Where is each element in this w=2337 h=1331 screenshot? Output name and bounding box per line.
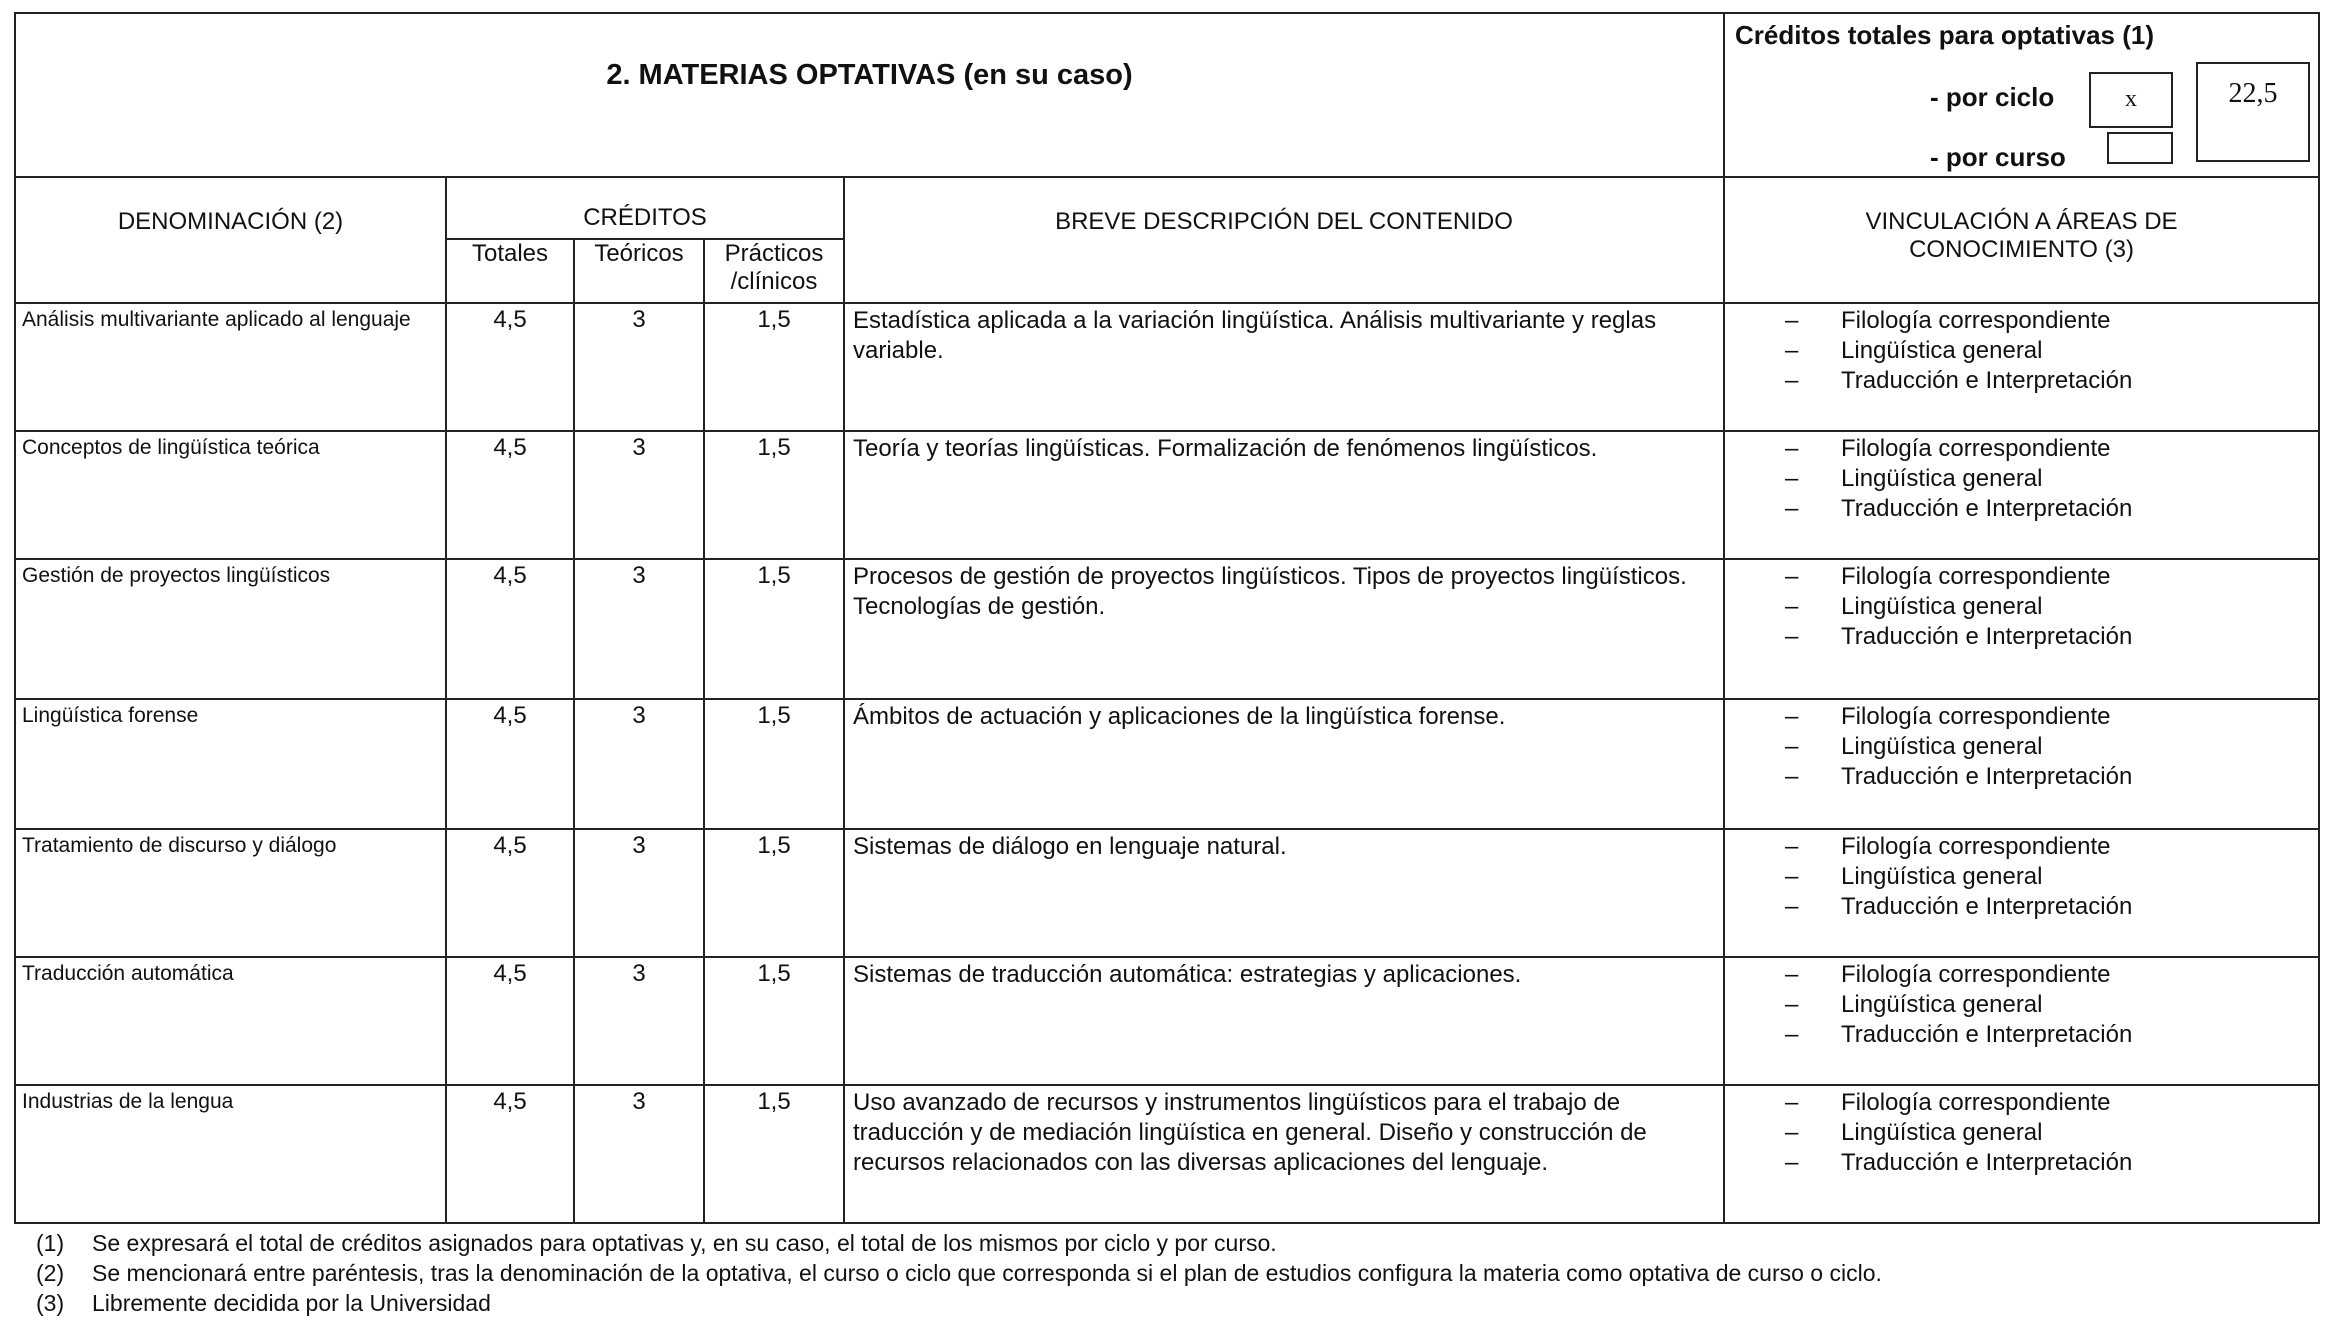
dash-bullet: – xyxy=(1785,623,1799,650)
header-vinculacion: VINCULACIÓN A ÁREAS DE CONOCIMIENTO (3) xyxy=(1724,177,2319,303)
credits-teoricos: 3 xyxy=(574,957,704,1085)
area-label: Traducción e Interpretación xyxy=(1841,1021,2133,1048)
area-item xyxy=(1785,832,2318,862)
footnote xyxy=(36,1258,2337,1288)
credits-teoricos: 3 xyxy=(574,1085,704,1223)
area-label: Lingüística general xyxy=(1841,337,2043,364)
area-item xyxy=(1785,622,2318,652)
area-label: Filología correspondiente xyxy=(1841,307,2111,334)
por-ciclo-box: x xyxy=(2089,72,2173,128)
area-label: Traducción e Interpretación xyxy=(1841,623,2133,650)
credits-teoricos: 3 xyxy=(574,559,704,699)
table-row xyxy=(15,559,2319,699)
dash-bullet: – xyxy=(1785,1021,1799,1048)
table-row xyxy=(15,1085,2319,1223)
area-label: Filología correspondiente xyxy=(1841,961,2111,988)
credits-totales: 4,5 xyxy=(446,559,574,699)
area-item xyxy=(1785,1088,2318,1118)
credits-totales: 4,5 xyxy=(446,1085,574,1223)
area-item xyxy=(1785,762,2318,792)
credits-totales: 4,5 xyxy=(446,303,574,431)
subject-description: Procesos de gestión de proyectos lingüísticos. Tipos de proyectos lingüísticos. Tecnologías de gestión. xyxy=(844,559,1724,699)
knowledge-areas xyxy=(1724,957,2319,1085)
subject-name: Traducción automática xyxy=(15,957,446,1085)
dash-bullet: – xyxy=(1785,961,1799,988)
dash-bullet: – xyxy=(1785,1089,1799,1116)
footnote-text: Se mencionará entre paréntesis, tras la denominación de la optativa, el curso o ciclo que corresponda si el plan de estudios configura la materia como optativa de curso o ciclo. xyxy=(92,1260,1882,1286)
credits-teoricos: 3 xyxy=(574,303,704,431)
credits-totales: 4,5 xyxy=(446,699,574,829)
table-row xyxy=(15,431,2319,559)
dash-bullet: – xyxy=(1785,465,1799,492)
area-label: Traducción e Interpretación xyxy=(1841,763,2133,790)
area-item xyxy=(1785,990,2318,1020)
footnote-number: (1) xyxy=(36,1230,65,1256)
credits-totales: 4,5 xyxy=(446,957,574,1085)
footnote-number: (3) xyxy=(36,1290,65,1316)
subject-description: Estadística aplicada a la variación lingüística. Análisis multivariante y reglas variable. xyxy=(844,303,1724,431)
credits-box xyxy=(1724,13,2319,177)
area-item xyxy=(1785,306,2318,336)
por-curso-label: - por curso xyxy=(1930,142,2066,172)
optativas-table xyxy=(14,12,2320,1224)
knowledge-areas xyxy=(1724,431,2319,559)
area-label: Traducción e Interpretación xyxy=(1841,495,2133,522)
credits-practicos: 1,5 xyxy=(704,957,844,1085)
area-item xyxy=(1785,562,2318,592)
knowledge-areas xyxy=(1724,1085,2319,1223)
credits-practicos: 1,5 xyxy=(704,699,844,829)
credits-practicos: 1,5 xyxy=(704,1085,844,1223)
subject-description: Sistemas de traducción automática: estrategias y aplicaciones. xyxy=(844,957,1724,1085)
area-item xyxy=(1785,336,2318,366)
credits-teoricos: 3 xyxy=(574,829,704,957)
page-title: 2. MATERIAS OPTATIVAS (en su caso) xyxy=(606,58,1133,91)
table-row xyxy=(15,699,2319,829)
table-row xyxy=(15,829,2319,957)
credits-practicos: 1,5 xyxy=(704,829,844,957)
area-label: Traducción e Interpretación xyxy=(1841,1149,2133,1176)
footnote xyxy=(36,1228,2337,1258)
credits-practicos: 1,5 xyxy=(704,559,844,699)
subject-name: Industrias de la lengua xyxy=(15,1085,446,1223)
por-ciclo-label: - por ciclo xyxy=(1930,82,2055,112)
area-item xyxy=(1785,366,2318,396)
dash-bullet: – xyxy=(1785,703,1799,730)
area-label: Lingüística general xyxy=(1841,863,2043,890)
por-curso-box xyxy=(2107,132,2173,164)
subject-name: Lingüística forense xyxy=(15,699,446,829)
header-practicos: Prácticos /clínicos xyxy=(704,239,844,303)
area-item xyxy=(1785,1148,2318,1178)
area-item xyxy=(1785,892,2318,922)
header-denominacion: DENOMINACIÓN (2) xyxy=(15,177,446,303)
area-label: Lingüística general xyxy=(1841,593,2043,620)
table-row xyxy=(15,303,2319,431)
dash-bullet: – xyxy=(1785,1149,1799,1176)
credits-total-label: Créditos totales para optativas (1) xyxy=(1735,20,2155,50)
subject-description: Sistemas de diálogo en lenguaje natural. xyxy=(844,829,1724,957)
credits-totales: 4,5 xyxy=(446,829,574,957)
dash-bullet: – xyxy=(1785,367,1799,394)
dash-bullet: – xyxy=(1785,763,1799,790)
area-label: Traducción e Interpretación xyxy=(1841,367,2133,394)
dash-bullet: – xyxy=(1785,863,1799,890)
area-label: Lingüística general xyxy=(1841,465,2043,492)
area-label: Filología correspondiente xyxy=(1841,703,2111,730)
dash-bullet: – xyxy=(1785,893,1799,920)
credits-teoricos: 3 xyxy=(574,699,704,829)
area-item xyxy=(1785,960,2318,990)
knowledge-areas xyxy=(1724,699,2319,829)
area-label: Traducción e Interpretación xyxy=(1841,893,2133,920)
header-descripcion: BREVE DESCRIPCIÓN DEL CONTENIDO xyxy=(844,177,1724,303)
subject-name: Tratamiento de discurso y diálogo xyxy=(15,829,446,957)
area-item xyxy=(1785,592,2318,622)
dash-bullet: – xyxy=(1785,307,1799,334)
area-item xyxy=(1785,1118,2318,1148)
header-totales: Totales xyxy=(446,239,574,303)
area-label: Lingüística general xyxy=(1841,991,2043,1018)
dash-bullet: – xyxy=(1785,593,1799,620)
area-item xyxy=(1785,434,2318,464)
subject-description: Ámbitos de actuación y aplicaciones de la lingüística forense. xyxy=(844,699,1724,829)
area-item xyxy=(1785,1020,2318,1050)
dash-bullet: – xyxy=(1785,733,1799,760)
credits-practicos: 1,5 xyxy=(704,303,844,431)
area-label: Filología correspondiente xyxy=(1841,833,2111,860)
table-row xyxy=(15,957,2319,1085)
area-item xyxy=(1785,464,2318,494)
credits-teoricos: 3 xyxy=(574,431,704,559)
footnote xyxy=(36,1288,2337,1318)
area-label: Lingüística general xyxy=(1841,733,2043,760)
header-teoricos: Teóricos xyxy=(574,239,704,303)
area-label: Filología correspondiente xyxy=(1841,435,2111,462)
area-item xyxy=(1785,732,2318,762)
subject-name: Conceptos de lingüística teórica xyxy=(15,431,446,559)
footnote-text: Libremente decidida por la Universidad xyxy=(92,1290,491,1316)
subject-name: Análisis multivariante aplicado al lenguaje xyxy=(15,303,446,431)
footnotes xyxy=(14,1224,2337,1318)
area-item xyxy=(1785,494,2318,524)
subject-description: Teoría y teorías lingüísticas. Formalización de fenómenos lingüísticos. xyxy=(844,431,1724,559)
dash-bullet: – xyxy=(1785,833,1799,860)
subject-name: Gestión de proyectos lingüísticos xyxy=(15,559,446,699)
dash-bullet: – xyxy=(1785,435,1799,462)
knowledge-areas xyxy=(1724,559,2319,699)
area-label: Lingüística general xyxy=(1841,1119,2043,1146)
subject-description: Uso avanzado de recursos y instrumentos lingüísticos para el trabajo de traducción y de mediación lingüística en general. Diseño y construcción de recursos relacionados con las diversas aplicaciones del lenguaje. xyxy=(844,1085,1724,1223)
area-item xyxy=(1785,702,2318,732)
credits-practicos: 1,5 xyxy=(704,431,844,559)
title-cell xyxy=(15,13,1724,177)
footnote-number: (2) xyxy=(36,1260,65,1286)
area-label: Filología correspondiente xyxy=(1841,1089,2111,1116)
dash-bullet: – xyxy=(1785,991,1799,1018)
dash-bullet: – xyxy=(1785,1119,1799,1146)
knowledge-areas xyxy=(1724,303,2319,431)
dash-bullet: – xyxy=(1785,563,1799,590)
dash-bullet: – xyxy=(1785,337,1799,364)
header-creditos: CRÉDITOS xyxy=(446,177,844,239)
footnote-text: Se expresará el total de créditos asignados para optativas y, en su caso, el total de los mismos por ciclo y por curso. xyxy=(92,1230,1277,1256)
area-label: Filología correspondiente xyxy=(1841,563,2111,590)
knowledge-areas xyxy=(1724,829,2319,957)
credits-total-value: 22,5 xyxy=(2196,62,2310,162)
credits-totales: 4,5 xyxy=(446,431,574,559)
dash-bullet: – xyxy=(1785,495,1799,522)
area-item xyxy=(1785,862,2318,892)
